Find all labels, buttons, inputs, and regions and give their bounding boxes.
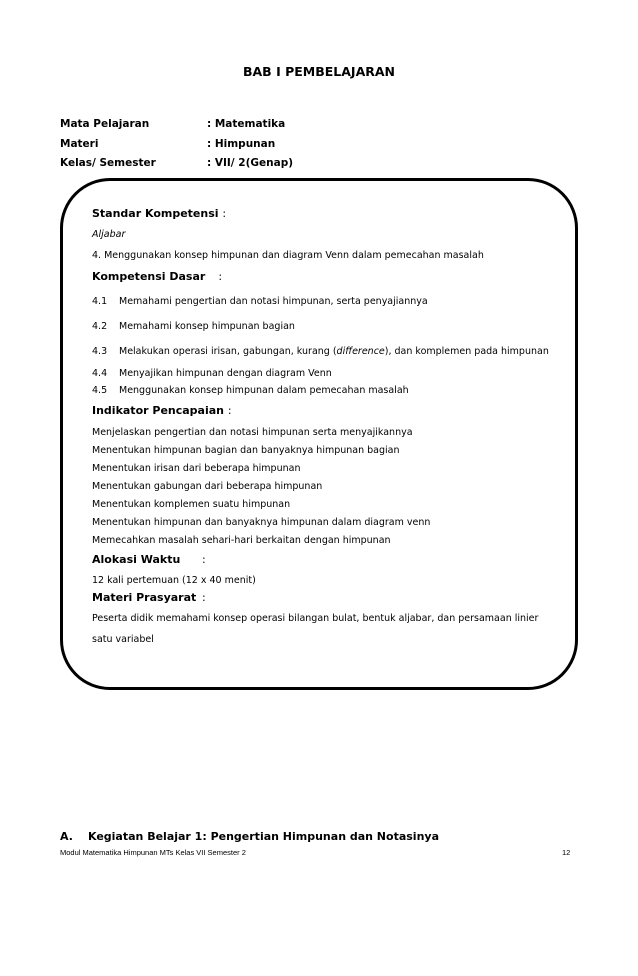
info-value-material: : Himpunan bbox=[207, 138, 276, 150]
footer-page-number: 12 bbox=[562, 848, 571, 857]
kompetensi-item: 4.1 Memahami pengertian dan notasi himpunan, serta penyajiannya bbox=[92, 296, 428, 307]
indikator-item: Memecahkan masalah sehari-hari berkaitan dengan himpunan bbox=[92, 535, 391, 546]
indikator-heading: Indikator Pencapaian : bbox=[92, 404, 232, 417]
kompetensi-item: 4.4 Menyajikan himpunan dengan diagram Venn bbox=[92, 368, 332, 379]
kompetensi-heading: Kompetensi Dasar : bbox=[92, 270, 223, 283]
info-label-class: Kelas/ Semester bbox=[60, 157, 156, 169]
kompetensi-item: 4.2 Memahami konsep himpunan bagian bbox=[92, 321, 295, 332]
indikator-item: Menentukan gabungan dari beberapa himpunan bbox=[92, 481, 323, 492]
info-value-class: : VII/ 2(Genap) bbox=[207, 157, 294, 169]
kompetensi-item: 4.5 Menggunakan konsep himpunan dalam pemecahan masalah bbox=[92, 385, 409, 396]
alokasi-colon: : bbox=[202, 553, 206, 566]
prasyarat-colon: : bbox=[202, 591, 206, 604]
standar-heading: Standar Kompetensi : bbox=[92, 207, 227, 220]
prasyarat-heading: Materi Prasyarat bbox=[92, 591, 197, 604]
kompetensi-item: 4.3 Melakukan operasi irisan, gabungan, kurang (difference), dan komplemen pada himpunan bbox=[92, 346, 549, 357]
alokasi-heading: Alokasi Waktu bbox=[92, 553, 181, 566]
indikator-item: Menentukan irisan dari beberapa himpunan bbox=[92, 463, 301, 474]
info-label-subject: Mata Pelajaran bbox=[60, 118, 150, 130]
section-heading: A. Kegiatan Belajar 1: Pengertian Himpunan dan Notasinya bbox=[60, 830, 439, 843]
footer-title: Modul Matematika Himpunan MTs Kelas VII Semester 2 bbox=[60, 848, 246, 857]
indikator-item: Menentukan himpunan bagian dan banyaknya himpunan bagian bbox=[92, 445, 400, 456]
indikator-item: Menjelaskan pengertian dan notasi himpunan serta menyajikannya bbox=[92, 427, 413, 438]
indikator-item: Menentukan himpunan dan banyaknya himpunan dalam diagram venn bbox=[92, 517, 431, 528]
prasyarat-line: Peserta didik memahami konsep operasi bilangan bulat, bentuk aljabar, dan persamaan linier bbox=[92, 613, 539, 624]
info-value-subject: : Matematika bbox=[207, 118, 286, 130]
info-label-material: Materi bbox=[60, 138, 99, 150]
prasyarat-line: satu variabel bbox=[92, 634, 154, 645]
standar-text: 4. Menggunakan konsep himpunan dan diagram Venn dalam pemecahan masalah bbox=[92, 250, 484, 261]
standar-topic: Aljabar bbox=[92, 229, 126, 240]
indikator-item: Menentukan komplemen suatu himpunan bbox=[92, 499, 291, 510]
alokasi-text: 12 kali pertemuan (12 x 40 menit) bbox=[92, 575, 256, 586]
page-title: BAB I PEMBELAJARAN bbox=[242, 64, 395, 79]
